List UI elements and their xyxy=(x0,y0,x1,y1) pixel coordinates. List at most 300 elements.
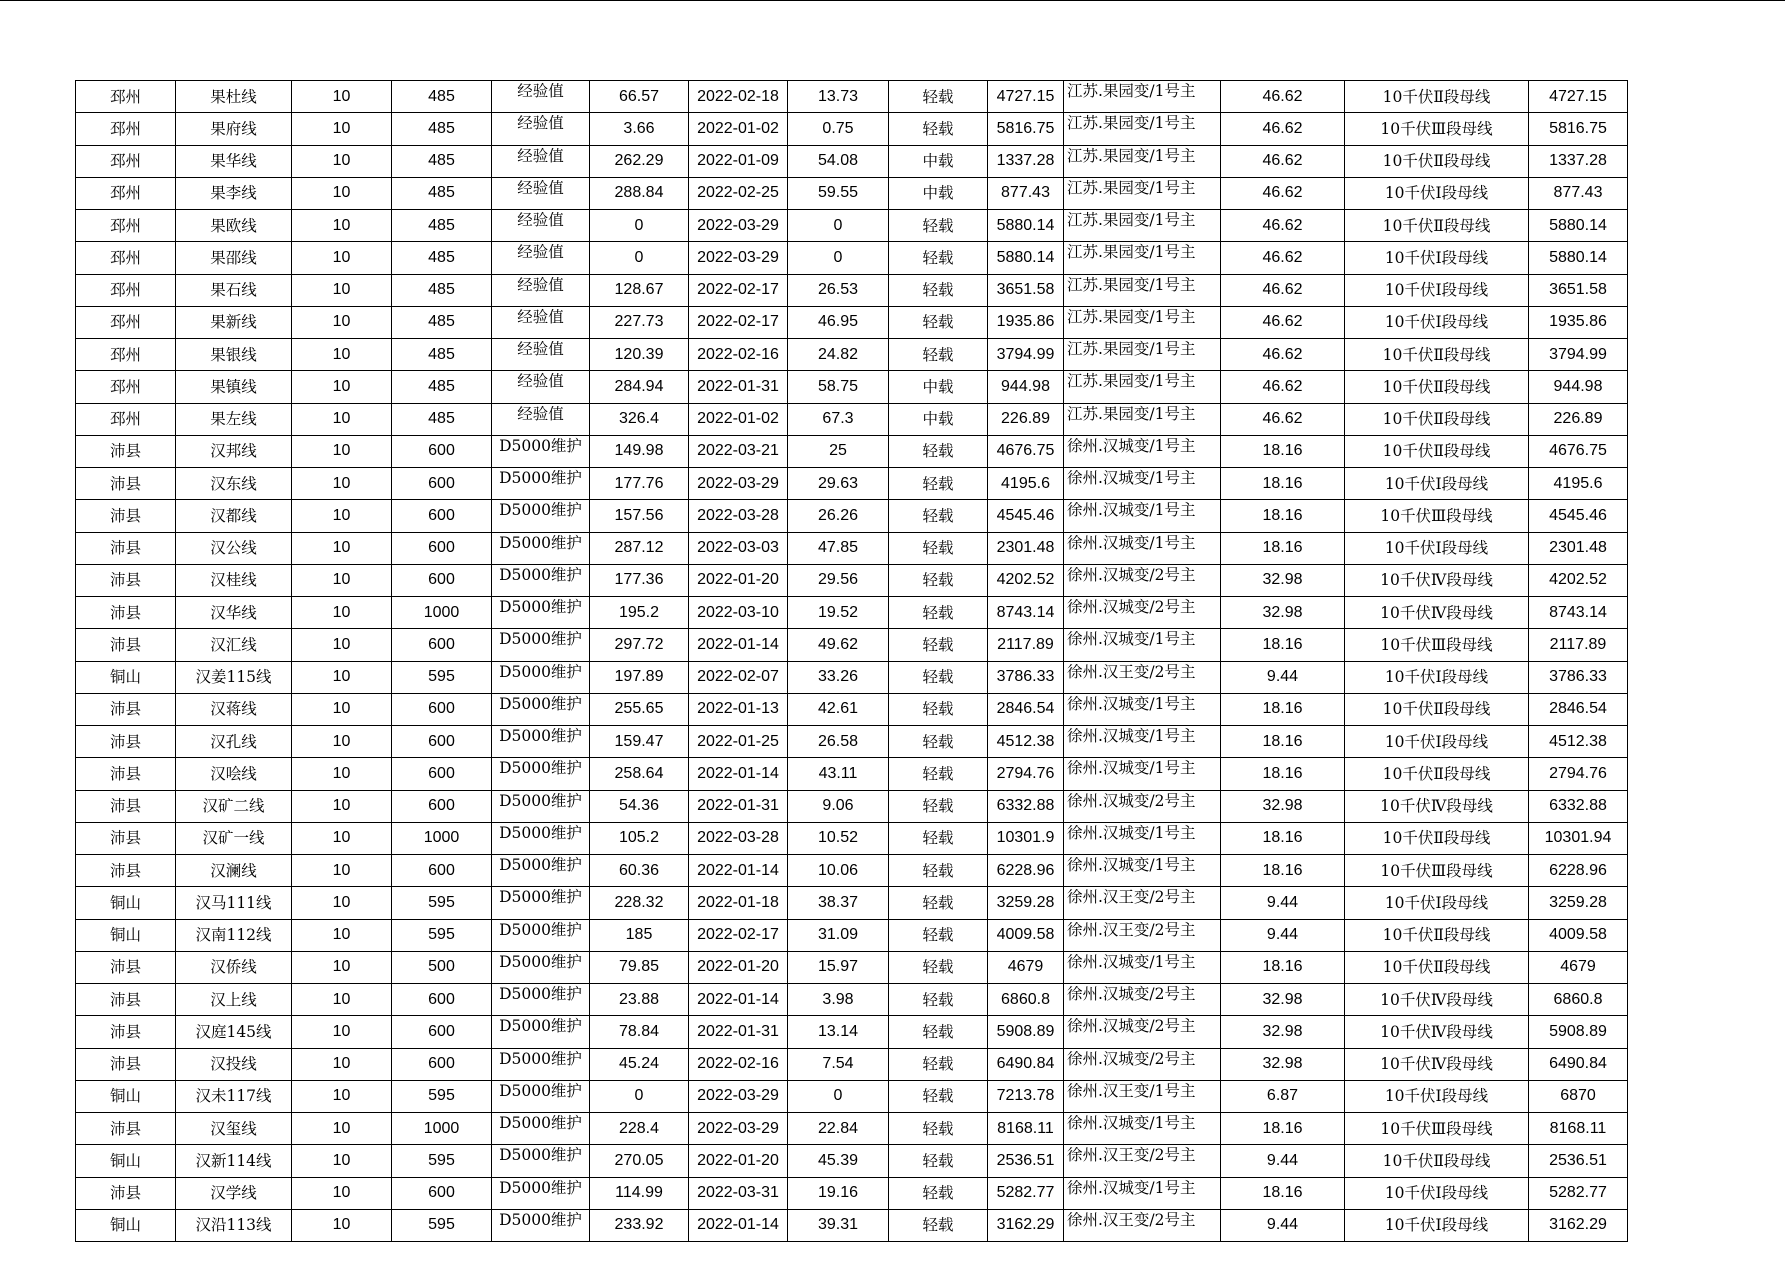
cell-load-rate: 47.85 xyxy=(788,532,889,564)
cell-peak-load: 149.98 xyxy=(590,435,689,467)
cell-bus: 10千伏Ⅰ段母线 xyxy=(1345,468,1529,500)
cell-available: 4195.6 xyxy=(988,468,1064,500)
cell-capacity: 600 xyxy=(392,1048,492,1080)
cell-substation: 徐州.汉城变/1号主 xyxy=(1064,1177,1221,1209)
cell-load-rate: 54.08 xyxy=(788,145,889,177)
cell-capacity: 485 xyxy=(392,145,492,177)
cell-area: 邳州 xyxy=(76,113,176,145)
cell-substation: 徐州.汉城变/1号主 xyxy=(1064,629,1221,661)
cell-bus: 10千伏Ⅲ段母线 xyxy=(1345,855,1529,887)
cell-source: D5000维护 xyxy=(492,693,590,725)
cell-load-status: 轻载 xyxy=(889,1080,988,1112)
cell-peak-load: 120.39 xyxy=(590,339,689,371)
cell-area: 沛县 xyxy=(76,435,176,467)
cell-bus: 10千伏Ⅳ段母线 xyxy=(1345,564,1529,596)
cell-substation: 徐州.汉城变/2号主 xyxy=(1064,597,1221,629)
cell-area: 沛县 xyxy=(76,726,176,758)
cell-peak-load: 227.73 xyxy=(590,306,689,338)
cell-transformer-rate: 18.16 xyxy=(1221,1113,1345,1145)
cell-peak-load: 197.89 xyxy=(590,661,689,693)
cell-load-status: 轻载 xyxy=(889,564,988,596)
table-row xyxy=(76,435,1628,467)
cell-voltage: 10 xyxy=(292,339,392,371)
cell-load-status: 轻载 xyxy=(889,661,988,693)
table-row xyxy=(76,81,1628,113)
cell-transformer-rate: 32.98 xyxy=(1221,790,1345,822)
cell-available-total: 4009.58 xyxy=(1529,919,1628,951)
cell-voltage: 10 xyxy=(292,919,392,951)
cell-source: D5000维护 xyxy=(492,1145,590,1177)
cell-load-status: 轻载 xyxy=(889,822,988,854)
cell-source: D5000维护 xyxy=(492,919,590,951)
cell-source: 经验值 xyxy=(492,274,590,306)
cell-transformer-rate: 46.62 xyxy=(1221,339,1345,371)
cell-capacity: 500 xyxy=(392,951,492,983)
cell-available-total: 3794.99 xyxy=(1529,339,1628,371)
cell-substation: 徐州.汉王变/2号主 xyxy=(1064,1145,1221,1177)
cell-area: 沛县 xyxy=(76,951,176,983)
cell-source: D5000维护 xyxy=(492,661,590,693)
cell-date: 2022-01-25 xyxy=(689,726,788,758)
cell-area: 邳州 xyxy=(76,403,176,435)
cell-capacity: 600 xyxy=(392,1177,492,1209)
cell-area: 铜山 xyxy=(76,661,176,693)
cell-transformer-rate: 9.44 xyxy=(1221,1209,1345,1241)
cell-date: 2022-03-29 xyxy=(689,1113,788,1145)
cell-line-name: 汉矿一线 xyxy=(176,822,292,854)
cell-source: D5000维护 xyxy=(492,1016,590,1048)
table-row xyxy=(76,145,1628,177)
cell-available: 2301.48 xyxy=(988,532,1064,564)
cell-area: 沛县 xyxy=(76,564,176,596)
cell-transformer-rate: 18.16 xyxy=(1221,468,1345,500)
cell-source: D5000维护 xyxy=(492,1209,590,1241)
cell-line-name: 汉庭145线 xyxy=(176,1016,292,1048)
cell-substation: 江苏.果园变/1号主 xyxy=(1064,177,1221,209)
cell-available: 4545.46 xyxy=(988,500,1064,532)
cell-area: 邳州 xyxy=(76,274,176,306)
table-row xyxy=(76,1177,1628,1209)
cell-available: 2794.76 xyxy=(988,758,1064,790)
table-row xyxy=(76,1048,1628,1080)
cell-line-name: 果石线 xyxy=(176,274,292,306)
cell-load-rate: 67.3 xyxy=(788,403,889,435)
cell-source: D5000维护 xyxy=(492,951,590,983)
cell-load-rate: 10.06 xyxy=(788,855,889,887)
cell-peak-load: 66.57 xyxy=(590,81,689,113)
table-row xyxy=(76,1145,1628,1177)
cell-load-rate: 46.95 xyxy=(788,306,889,338)
cell-available: 2846.54 xyxy=(988,693,1064,725)
cell-peak-load: 60.36 xyxy=(590,855,689,887)
cell-voltage: 10 xyxy=(292,984,392,1016)
cell-transformer-rate: 32.98 xyxy=(1221,1048,1345,1080)
cell-date: 2022-03-29 xyxy=(689,1080,788,1112)
cell-line-name: 汉矿二线 xyxy=(176,790,292,822)
cell-load-status: 轻载 xyxy=(889,726,988,758)
cell-date: 2022-01-14 xyxy=(689,1209,788,1241)
cell-voltage: 10 xyxy=(292,1145,392,1177)
cell-bus: 10千伏Ⅱ段母线 xyxy=(1345,403,1529,435)
cell-area: 沛县 xyxy=(76,693,176,725)
cell-available-total: 226.89 xyxy=(1529,403,1628,435)
cell-date: 2022-03-28 xyxy=(689,500,788,532)
cell-load-rate: 10.52 xyxy=(788,822,889,854)
table-row xyxy=(76,1209,1628,1241)
cell-area: 沛县 xyxy=(76,597,176,629)
cell-area: 沛县 xyxy=(76,1177,176,1209)
cell-substation: 江苏.果园变/1号主 xyxy=(1064,242,1221,274)
cell-capacity: 485 xyxy=(392,113,492,145)
cell-bus: 10千伏Ⅳ段母线 xyxy=(1345,1048,1529,1080)
cell-capacity: 595 xyxy=(392,919,492,951)
cell-substation: 徐州.汉王变/1号主 xyxy=(1064,1080,1221,1112)
cell-load-status: 轻载 xyxy=(889,1048,988,1080)
cell-capacity: 485 xyxy=(392,274,492,306)
cell-available-total: 3259.28 xyxy=(1529,887,1628,919)
cell-available: 5908.89 xyxy=(988,1016,1064,1048)
cell-substation: 徐州.汉城变/1号主 xyxy=(1064,468,1221,500)
cell-load-rate: 3.98 xyxy=(788,984,889,1016)
cell-transformer-rate: 18.16 xyxy=(1221,532,1345,564)
cell-load-status: 轻载 xyxy=(889,306,988,338)
cell-transformer-rate: 9.44 xyxy=(1221,661,1345,693)
cell-load-rate: 31.09 xyxy=(788,919,889,951)
cell-peak-load: 3.66 xyxy=(590,113,689,145)
cell-bus: 10千伏Ⅰ段母线 xyxy=(1345,274,1529,306)
cell-bus: 10千伏Ⅳ段母线 xyxy=(1345,597,1529,629)
cell-available-total: 4679 xyxy=(1529,951,1628,983)
cell-transformer-rate: 6.87 xyxy=(1221,1080,1345,1112)
cell-load-status: 轻载 xyxy=(889,81,988,113)
cell-available: 5880.14 xyxy=(988,210,1064,242)
cell-transformer-rate: 32.98 xyxy=(1221,564,1345,596)
cell-area: 邳州 xyxy=(76,242,176,274)
cell-available: 4512.38 xyxy=(988,726,1064,758)
cell-area: 沛县 xyxy=(76,468,176,500)
cell-source: D5000维护 xyxy=(492,500,590,532)
table-row xyxy=(76,693,1628,725)
cell-peak-load: 128.67 xyxy=(590,274,689,306)
cell-line-name: 汉华线 xyxy=(176,597,292,629)
cell-peak-load: 228.4 xyxy=(590,1113,689,1145)
cell-available-total: 3786.33 xyxy=(1529,661,1628,693)
cell-bus: 10千伏Ⅰ段母线 xyxy=(1345,1080,1529,1112)
cell-substation: 徐州.汉城变/1号主 xyxy=(1064,822,1221,854)
cell-date: 2022-01-14 xyxy=(689,758,788,790)
cell-load-status: 轻载 xyxy=(889,1113,988,1145)
cell-capacity: 600 xyxy=(392,435,492,467)
cell-line-name: 汉孔线 xyxy=(176,726,292,758)
cell-transformer-rate: 18.16 xyxy=(1221,435,1345,467)
cell-source: 经验值 xyxy=(492,339,590,371)
cell-bus: 10千伏Ⅱ段母线 xyxy=(1345,1145,1529,1177)
cell-bus: 10千伏Ⅰ段母线 xyxy=(1345,887,1529,919)
cell-line-name: 汉侨线 xyxy=(176,951,292,983)
cell-bus: 10千伏Ⅲ段母线 xyxy=(1345,500,1529,532)
cell-load-status: 轻载 xyxy=(889,210,988,242)
cell-load-rate: 22.84 xyxy=(788,1113,889,1145)
cell-capacity: 595 xyxy=(392,1080,492,1112)
cell-available: 4679 xyxy=(988,951,1064,983)
table-row xyxy=(76,468,1628,500)
cell-peak-load: 0 xyxy=(590,210,689,242)
cell-load-status: 轻载 xyxy=(889,629,988,661)
cell-capacity: 600 xyxy=(392,500,492,532)
cell-transformer-rate: 18.16 xyxy=(1221,726,1345,758)
cell-transformer-rate: 46.62 xyxy=(1221,274,1345,306)
cell-available-total: 2301.48 xyxy=(1529,532,1628,564)
cell-available-total: 3162.29 xyxy=(1529,1209,1628,1241)
cell-load-rate: 13.73 xyxy=(788,81,889,113)
cell-date: 2022-01-14 xyxy=(689,984,788,1016)
cell-load-status: 中载 xyxy=(889,145,988,177)
cell-available-total: 944.98 xyxy=(1529,371,1628,403)
cell-available-total: 1935.86 xyxy=(1529,306,1628,338)
cell-load-rate: 24.82 xyxy=(788,339,889,371)
cell-capacity: 600 xyxy=(392,1016,492,1048)
cell-source: D5000维护 xyxy=(492,790,590,822)
cell-substation: 江苏.果园变/1号主 xyxy=(1064,113,1221,145)
cell-voltage: 10 xyxy=(292,210,392,242)
cell-capacity: 600 xyxy=(392,532,492,564)
cell-date: 2022-03-03 xyxy=(689,532,788,564)
cell-date: 2022-01-20 xyxy=(689,564,788,596)
cell-source: 经验值 xyxy=(492,371,590,403)
cell-date: 2022-01-20 xyxy=(689,1145,788,1177)
cell-source: D5000维护 xyxy=(492,435,590,467)
cell-line-name: 汉姜115线 xyxy=(176,661,292,693)
table-row xyxy=(76,564,1628,596)
cell-load-status: 轻载 xyxy=(889,113,988,145)
cell-capacity: 600 xyxy=(392,468,492,500)
cell-load-status: 轻载 xyxy=(889,951,988,983)
cell-substation: 江苏.果园变/1号主 xyxy=(1064,145,1221,177)
cell-available-total: 5880.14 xyxy=(1529,210,1628,242)
cell-load-status: 中载 xyxy=(889,177,988,209)
table-row xyxy=(76,758,1628,790)
cell-load-rate: 26.58 xyxy=(788,726,889,758)
cell-peak-load: 270.05 xyxy=(590,1145,689,1177)
table-row xyxy=(76,951,1628,983)
cell-substation: 徐州.汉城变/1号主 xyxy=(1064,1113,1221,1145)
cell-date: 2022-03-28 xyxy=(689,822,788,854)
cell-voltage: 10 xyxy=(292,597,392,629)
cell-transformer-rate: 18.16 xyxy=(1221,500,1345,532)
cell-voltage: 10 xyxy=(292,306,392,338)
cell-bus: 10千伏Ⅰ段母线 xyxy=(1345,532,1529,564)
cell-substation: 徐州.汉城变/2号主 xyxy=(1064,1048,1221,1080)
cell-date: 2022-01-31 xyxy=(689,371,788,403)
cell-peak-load: 0 xyxy=(590,1080,689,1112)
table-row xyxy=(76,177,1628,209)
cell-bus: 10千伏Ⅱ段母线 xyxy=(1345,693,1529,725)
cell-substation: 徐州.汉城变/1号主 xyxy=(1064,726,1221,758)
cell-available-total: 2846.54 xyxy=(1529,693,1628,725)
cell-transformer-rate: 46.62 xyxy=(1221,113,1345,145)
cell-date: 2022-03-31 xyxy=(689,1177,788,1209)
cell-area: 邳州 xyxy=(76,81,176,113)
cell-capacity: 600 xyxy=(392,564,492,596)
cell-capacity: 600 xyxy=(392,984,492,1016)
cell-load-rate: 43.11 xyxy=(788,758,889,790)
cell-bus: 10千伏Ⅲ段母线 xyxy=(1345,629,1529,661)
table-row xyxy=(76,597,1628,629)
cell-line-name: 汉学线 xyxy=(176,1177,292,1209)
cell-source: D5000维护 xyxy=(492,984,590,1016)
cell-line-name: 汉邦线 xyxy=(176,435,292,467)
cell-date: 2022-02-17 xyxy=(689,306,788,338)
cell-capacity: 600 xyxy=(392,790,492,822)
cell-load-rate: 39.31 xyxy=(788,1209,889,1241)
cell-available-total: 6490.84 xyxy=(1529,1048,1628,1080)
cell-date: 2022-03-29 xyxy=(689,468,788,500)
cell-load-rate: 45.39 xyxy=(788,1145,889,1177)
cell-source: 经验值 xyxy=(492,177,590,209)
cell-transformer-rate: 18.16 xyxy=(1221,693,1345,725)
cell-voltage: 10 xyxy=(292,145,392,177)
cell-bus: 10千伏Ⅳ段母线 xyxy=(1345,790,1529,822)
cell-transformer-rate: 46.62 xyxy=(1221,177,1345,209)
cell-load-status: 中载 xyxy=(889,403,988,435)
cell-voltage: 10 xyxy=(292,1209,392,1241)
cell-line-name: 汉汇线 xyxy=(176,629,292,661)
table-row xyxy=(76,1016,1628,1048)
cell-available: 4009.58 xyxy=(988,919,1064,951)
cell-available-total: 4195.6 xyxy=(1529,468,1628,500)
cell-peak-load: 78.84 xyxy=(590,1016,689,1048)
cell-date: 2022-01-13 xyxy=(689,693,788,725)
cell-date: 2022-01-02 xyxy=(689,113,788,145)
cell-capacity: 485 xyxy=(392,306,492,338)
cell-date: 2022-03-21 xyxy=(689,435,788,467)
cell-transformer-rate: 9.44 xyxy=(1221,887,1345,919)
cell-date: 2022-03-29 xyxy=(689,210,788,242)
cell-area: 沛县 xyxy=(76,822,176,854)
cell-available-total: 877.43 xyxy=(1529,177,1628,209)
cell-line-name: 汉未117线 xyxy=(176,1080,292,1112)
cell-substation: 徐州.汉城变/1号主 xyxy=(1064,758,1221,790)
cell-transformer-rate: 46.62 xyxy=(1221,210,1345,242)
cell-voltage: 10 xyxy=(292,403,392,435)
cell-bus: 10千伏Ⅱ段母线 xyxy=(1345,822,1529,854)
cell-load-rate: 29.56 xyxy=(788,564,889,596)
cell-peak-load: 23.88 xyxy=(590,984,689,1016)
cell-load-rate: 0 xyxy=(788,242,889,274)
cell-available: 7213.78 xyxy=(988,1080,1064,1112)
cell-peak-load: 228.32 xyxy=(590,887,689,919)
table-row xyxy=(76,500,1628,532)
cell-voltage: 10 xyxy=(292,274,392,306)
cell-line-name: 果欧线 xyxy=(176,210,292,242)
cell-line-name: 果邵线 xyxy=(176,242,292,274)
cell-peak-load: 288.84 xyxy=(590,177,689,209)
cell-line-name: 果银线 xyxy=(176,339,292,371)
cell-substation: 徐州.汉城变/2号主 xyxy=(1064,984,1221,1016)
table-row xyxy=(76,1113,1628,1145)
cell-available: 3162.29 xyxy=(988,1209,1064,1241)
cell-voltage: 10 xyxy=(292,113,392,145)
table-row xyxy=(76,113,1628,145)
table-row xyxy=(76,822,1628,854)
cell-bus: 10千伏Ⅱ段母线 xyxy=(1345,145,1529,177)
cell-substation: 徐州.汉城变/2号主 xyxy=(1064,1016,1221,1048)
cell-date: 2022-02-17 xyxy=(689,274,788,306)
cell-transformer-rate: 46.62 xyxy=(1221,371,1345,403)
cell-date: 2022-01-31 xyxy=(689,790,788,822)
cell-area: 沛县 xyxy=(76,1048,176,1080)
cell-source: D5000维护 xyxy=(492,1177,590,1209)
cell-line-name: 汉沿113线 xyxy=(176,1209,292,1241)
cell-available: 6860.8 xyxy=(988,984,1064,1016)
cell-load-status: 中载 xyxy=(889,371,988,403)
cell-line-name: 果新线 xyxy=(176,306,292,338)
cell-substation: 江苏.果园变/1号主 xyxy=(1064,210,1221,242)
table-row xyxy=(76,403,1628,435)
cell-date: 2022-02-16 xyxy=(689,339,788,371)
cell-load-rate: 49.62 xyxy=(788,629,889,661)
cell-line-name: 汉桂线 xyxy=(176,564,292,596)
table-row xyxy=(76,984,1628,1016)
cell-transformer-rate: 18.16 xyxy=(1221,822,1345,854)
table-row xyxy=(76,661,1628,693)
cell-bus: 10千伏Ⅲ段母线 xyxy=(1345,1113,1529,1145)
cell-load-rate: 26.26 xyxy=(788,500,889,532)
cell-available: 4727.15 xyxy=(988,81,1064,113)
cell-substation: 徐州.汉城变/1号主 xyxy=(1064,951,1221,983)
cell-load-rate: 42.61 xyxy=(788,693,889,725)
cell-source: D5000维护 xyxy=(492,1048,590,1080)
cell-area: 铜山 xyxy=(76,1080,176,1112)
cell-area: 沛县 xyxy=(76,500,176,532)
cell-peak-load: 54.36 xyxy=(590,790,689,822)
cell-peak-load: 262.29 xyxy=(590,145,689,177)
cell-line-name: 果杜线 xyxy=(176,81,292,113)
cell-source: D5000维护 xyxy=(492,822,590,854)
cell-substation: 徐州.汉王变/2号主 xyxy=(1064,661,1221,693)
cell-area: 铜山 xyxy=(76,887,176,919)
cell-available: 944.98 xyxy=(988,371,1064,403)
cell-source: 经验值 xyxy=(492,306,590,338)
cell-source: D5000维护 xyxy=(492,629,590,661)
cell-transformer-rate: 18.16 xyxy=(1221,758,1345,790)
cell-source: D5000维护 xyxy=(492,887,590,919)
cell-source: D5000维护 xyxy=(492,758,590,790)
cell-load-status: 轻载 xyxy=(889,693,988,725)
cell-substation: 徐州.汉城变/2号主 xyxy=(1064,790,1221,822)
cell-available-total: 4545.46 xyxy=(1529,500,1628,532)
cell-available-total: 6870 xyxy=(1529,1080,1628,1112)
cell-peak-load: 258.64 xyxy=(590,758,689,790)
cell-line-name: 果府线 xyxy=(176,113,292,145)
cell-load-status: 轻载 xyxy=(889,1016,988,1048)
cell-peak-load: 177.36 xyxy=(590,564,689,596)
cell-load-rate: 26.53 xyxy=(788,274,889,306)
cell-load-status: 轻载 xyxy=(889,1209,988,1241)
cell-available: 5880.14 xyxy=(988,242,1064,274)
cell-voltage: 10 xyxy=(292,790,392,822)
cell-load-rate: 0 xyxy=(788,210,889,242)
cell-area: 沛县 xyxy=(76,984,176,1016)
cell-bus: 10千伏Ⅱ段母线 xyxy=(1345,81,1529,113)
cell-capacity: 1000 xyxy=(392,1113,492,1145)
cell-load-rate: 38.37 xyxy=(788,887,889,919)
cell-substation: 徐州.汉城变/1号主 xyxy=(1064,855,1221,887)
cell-transformer-rate: 18.16 xyxy=(1221,1177,1345,1209)
cell-area: 铜山 xyxy=(76,1145,176,1177)
cell-load-rate: 59.55 xyxy=(788,177,889,209)
cell-source: D5000维护 xyxy=(492,597,590,629)
